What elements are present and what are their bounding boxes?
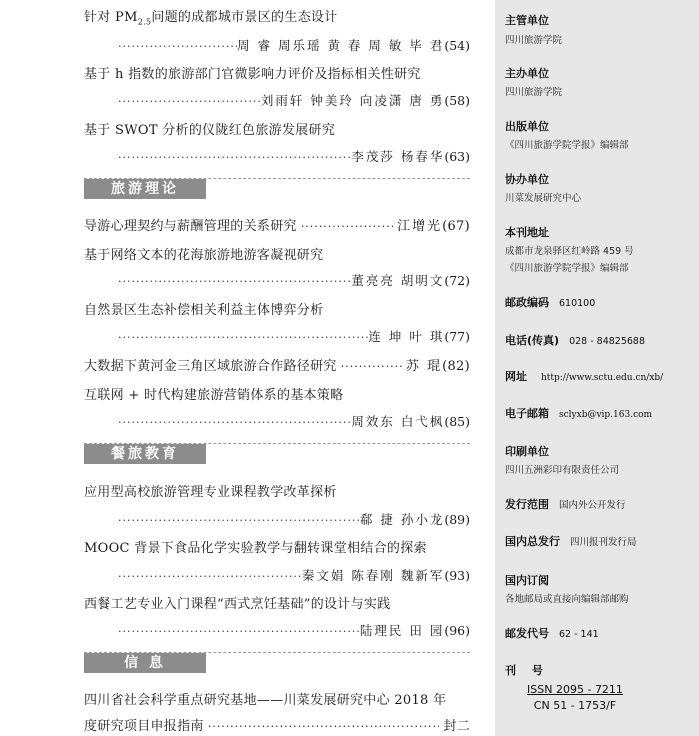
article-title[interactable]: 自然景区生态补偿相关利益主体博弈分析 [84, 303, 324, 318]
distribution-value: 国内外公开发行 [559, 500, 626, 511]
article-byline [118, 36, 470, 54]
article-title[interactable]: MOOC 背景下食品化学实验教学与翻转课堂相结合的探索 [84, 541, 427, 556]
email-link[interactable]: sclyxb@vip.163.com [559, 410, 653, 420]
subscription-value: 各地邮局或直接向编辑部邮购 [505, 594, 629, 605]
supervisor-value: 四川旅游学院 [505, 35, 563, 46]
domestic-row [505, 533, 637, 549]
dot-leader [118, 151, 351, 164]
article-title[interactable]: 基于网络文本的花海旅游地游客凝视研究 [84, 248, 324, 263]
sponsor-label: 主办单位 [505, 67, 549, 80]
article-page[interactable]: (93) [444, 568, 470, 583]
dot-leader [118, 331, 368, 344]
article-page[interactable]: (89) [444, 512, 470, 527]
article-byline [118, 147, 470, 165]
postcode-row [505, 294, 595, 310]
article-authors: 郗 捷 孙小龙 [359, 512, 445, 527]
printer-value: 四川五洲彩印有限责任公司 [505, 465, 620, 476]
mailcode-label: 邮发代号 [505, 627, 549, 640]
article-title[interactable] [84, 215, 470, 234]
phone-row [505, 332, 645, 348]
article-byline [118, 510, 470, 528]
dot-leader [118, 570, 302, 583]
article-byline [118, 412, 470, 430]
article-page[interactable]: (96) [444, 623, 470, 638]
article-title-text: 度研究项目申报指南 [84, 719, 204, 734]
article-page[interactable]: (82) [442, 359, 470, 374]
article-byline [118, 271, 470, 289]
article-authors: 江增光 [397, 219, 443, 234]
article-title-suffix: 问题的成都城市景区的生态设计 [151, 10, 338, 25]
subscription-label: 国内订阅 [505, 574, 549, 587]
article-authors: 董亮亮 胡明文 [351, 273, 445, 288]
domestic-value: 四川报刊发行局 [570, 537, 637, 548]
article-title[interactable]: 四川省社会科学重点研究基地——川菜发展研究中心 2018 年 [84, 693, 447, 708]
article-page[interactable]: (77) [444, 329, 470, 344]
dot-leader [118, 275, 351, 288]
dot-leader [118, 95, 261, 108]
website-label: 网址 [505, 370, 527, 383]
dot-leader [118, 40, 237, 53]
website-row [505, 368, 663, 384]
article-authors: 周 睿 周乐瑶 黄 春 周 敏 毕 君 [237, 38, 445, 53]
section-heading-theory: 旅游理论 [84, 179, 206, 199]
postcode-label: 邮政编码 [505, 296, 549, 309]
cn-number: CN 51 - 1753/F [533, 699, 617, 712]
article-title[interactable]: 应用型高校旅游管理专业课程教学改革探析 [84, 485, 337, 500]
coorganizer-label: 协办单位 [505, 173, 549, 186]
mailcode-row [505, 625, 599, 641]
article-title[interactable] [84, 355, 470, 374]
phone-value: 028 - 84825688 [569, 336, 646, 347]
article-authors: 连 坤 叶 琪 [368, 329, 445, 344]
article-title[interactable]: 互联网 + 时代构建旅游营销体系的基本策略 [84, 388, 344, 403]
issn-number: ISSN 2095 - 7211 [527, 683, 623, 696]
address-line-1: 成都市龙泉驿区红岭路 459 号 [505, 246, 634, 257]
article-authors: 李茂莎 杨春华 [351, 149, 445, 164]
article-page[interactable]: (54) [444, 38, 470, 53]
distribution-label: 发行范围 [505, 498, 549, 511]
dot-leader [341, 360, 402, 373]
website-link[interactable]: http://www.sctu.edu.cn/xb/ [541, 373, 664, 383]
sponsor-value: 四川旅游学院 [505, 87, 563, 98]
section-heading-education: 餐旅教育 [84, 444, 206, 464]
publisher-value: 《四川旅游学院学报》编辑部 [505, 140, 629, 151]
dot-leader [118, 625, 360, 638]
article-byline [118, 566, 470, 584]
address-label: 本刊地址 [505, 226, 549, 239]
article-title[interactable]: 基于 h 指数的旅游部门官微影响力评价及指标相关性研究 [84, 67, 421, 82]
email-row [505, 405, 652, 421]
section-heading-info: 信 息 [84, 653, 206, 673]
masthead-sidebar [495, 0, 699, 736]
dot-leader [301, 220, 393, 233]
distribution-row [505, 496, 626, 512]
article-title-subscript: 2.5 [137, 17, 152, 27]
serial-label: 刊 号 [505, 664, 549, 677]
article-page[interactable]: (67) [442, 219, 470, 234]
article-authors: 秦文娟 陈春刚 魏新军 [301, 568, 445, 583]
article-title-text: 导游心理契约与薪酬管理的关系研究 [84, 219, 297, 234]
article-title-prefix: 针对 PM [84, 10, 138, 25]
dot-leader [118, 514, 360, 527]
article-title-text: 大数据下黄河金三角区域旅游合作路径研究 [84, 359, 337, 374]
postcode-value: 610100 [559, 298, 596, 309]
address-line-2: 《四川旅游学院学报》编辑部 [505, 263, 629, 274]
email-label: 电子邮箱 [505, 407, 549, 420]
article-page[interactable]: (63) [444, 149, 470, 164]
phone-label: 电话(传真) [505, 334, 560, 347]
article-authors: 苏 琨 [405, 359, 443, 374]
article-page[interactable]: (85) [444, 414, 470, 429]
dot-leader [208, 720, 440, 733]
article-page[interactable]: 封二 [443, 719, 470, 734]
domestic-label: 国内总发行 [505, 535, 560, 548]
article-byline [118, 91, 470, 109]
article-title[interactable]: 西餐工艺专业入门课程“西式烹饪基础”的设计与实践 [84, 597, 391, 612]
article-title[interactable]: 基于 SWOT 分析的仪陇红色旅游发展研究 [84, 123, 336, 138]
mailcode-value: 62 - 141 [559, 629, 599, 640]
article-authors: 刘雨轩 钟美玲 向凌潇 唐 勇 [260, 93, 445, 108]
article-byline [118, 621, 470, 639]
article-page[interactable]: (58) [444, 93, 470, 108]
article-title[interactable] [84, 6, 338, 27]
article-title[interactable] [84, 715, 470, 734]
coorganizer-value: 川菜发展研究中心 [505, 193, 582, 204]
supervisor-label: 主管单位 [505, 14, 549, 27]
printer-label: 印刷单位 [505, 445, 549, 458]
article-page[interactable]: (72) [444, 273, 470, 288]
article-authors: 周效东 白弋枫 [351, 414, 445, 429]
article-authors: 陆理民 田 园 [359, 623, 445, 638]
article-byline [118, 327, 470, 345]
dot-leader [118, 416, 351, 429]
publisher-label: 出版单位 [505, 120, 549, 133]
